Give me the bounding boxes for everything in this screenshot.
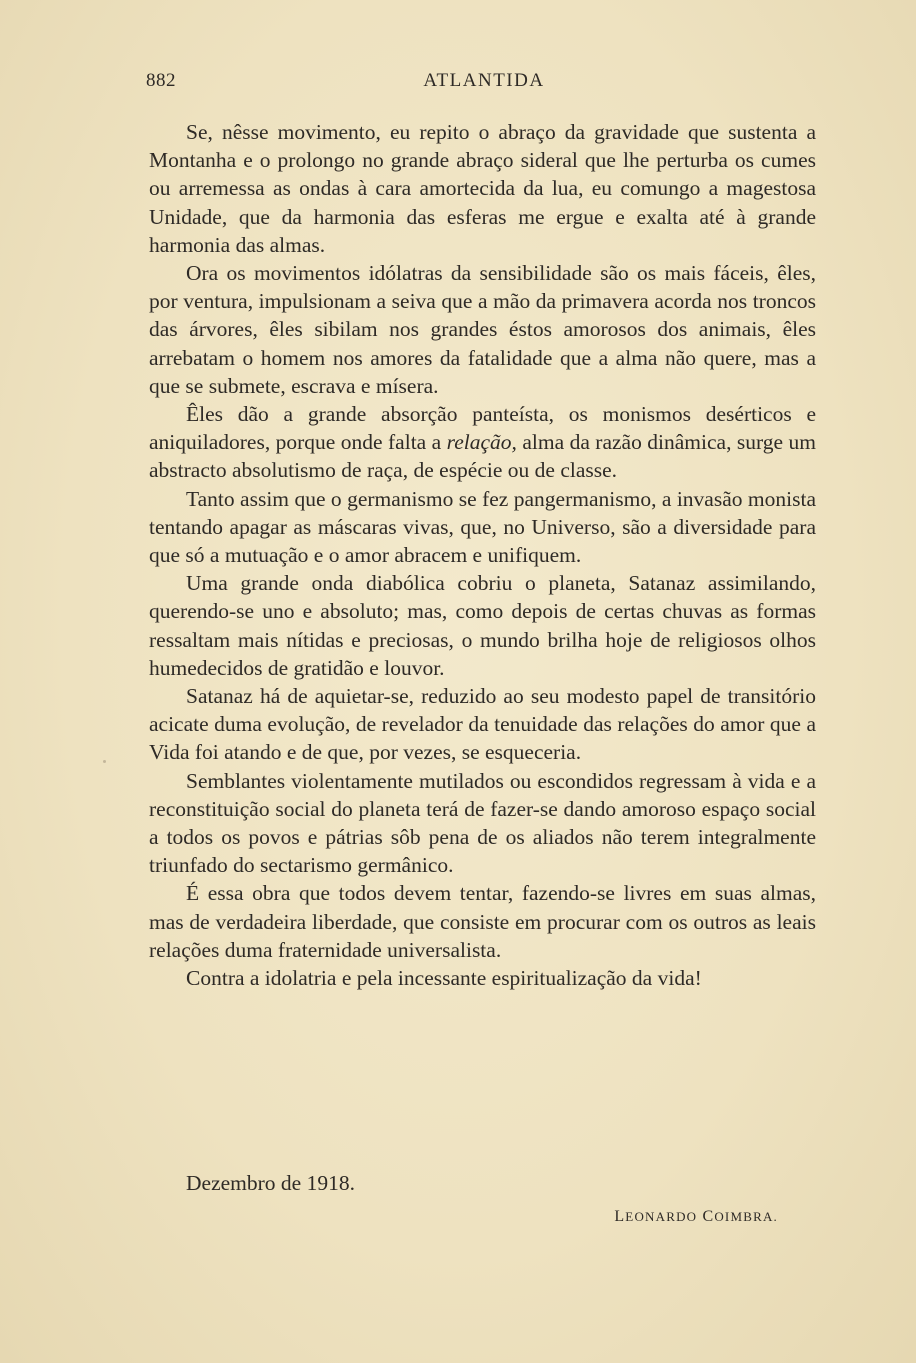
paper-speck bbox=[103, 760, 106, 763]
signature-first-rest: EONARDO bbox=[625, 1209, 698, 1224]
page-number: 882 bbox=[146, 70, 176, 91]
paragraph-3 bbox=[149, 400, 816, 485]
paragraph-9: Contra a idolatria e pela incessante espiritualização da vida! bbox=[186, 966, 702, 991]
paragraph-3-end: alma da razão dinâmica, surge um abstracto absolutismo de raça, de espécie ou de classe. bbox=[149, 430, 816, 483]
paragraph-8: É essa obra que todos devem tentar, fazendo-se livres em suas almas, mas de verdadeira liberdade, que consiste em procurar com os outros as leais relações duma fraternidade universalista. bbox=[149, 881, 816, 962]
paragraph-1: Se, nêsse movimento, eu repito o abraço da gravidade que sustenta a Montanha e o prolongo no grande abraço sideral que lhe perturba os cumes ou arremessa as ondas à cara amortecida da lua, eu comungo a magestosa Unidade, que da harmonia das esferas me ergue e exalta até à grande harmonia das almas. bbox=[149, 120, 816, 257]
italic-term: relação, bbox=[446, 430, 517, 455]
paragraph-4: Tanto assim que o germanismo se fez pangermanismo, a invasão monista tentando apagar as máscaras vivas, que, no Universo, são a diversidade para que só a mutuação e o amor abracem e unifiquem. bbox=[149, 486, 816, 568]
paragraph-6: Satanaz há de aquietar-se, reduzido ao seu modesto papel de transitório acicate duma evolução, de revelador da tenuidade das relações do amor que a Vida foi atando e de que, por vezes, se esqueceria. bbox=[149, 684, 816, 765]
paragraph-3-start: Êles dão a grande absorção panteísta, os monismos desérticos e aniquiladores, porque onde falta a bbox=[149, 402, 816, 455]
page-header bbox=[146, 70, 822, 96]
signature-last-rest: OIMBRA. bbox=[714, 1209, 778, 1224]
author-signature bbox=[614, 1208, 778, 1226]
running-title: ATLANTIDA bbox=[423, 70, 545, 91]
signature-initial-first: L bbox=[614, 1208, 626, 1225]
article-body bbox=[149, 118, 816, 992]
paragraph-5: Uma grande onda diabólica cobriu o planeta, Satanaz assimilando, querendo-se uno e absoluto; mas, como depois de certas chuvas as formas ressaltam mais nítidas e preciosas, o mundo brilha hoje de religiosos olhos humedecidos de gratidão e louvor. bbox=[149, 571, 816, 680]
date-line: Dezembro de 1918. bbox=[186, 1171, 355, 1195]
paragraph-2: Ora os movimentos idólatras da sensibilidade são os mais fáceis, êles, por ventura, impulsionam a seiva que a mão da primavera acorda nos troncos das árvores, êles sibilam nos grandes éstos amorosos dos animais, êles arrebatam o homem nos amores da fatalidade que a alma não quere, mas a que se submete, escrava e mísera. bbox=[149, 261, 816, 398]
signature-initial-last: C bbox=[702, 1208, 715, 1225]
paragraph-7: Semblantes violentamente mutilados ou escondidos regressam à vida e a reconstituição social do planeta terá de fazer-se dando amoroso espaço social a todos os povos e pátrias sôb pena de os aliados não terem integralmente triunfado do sectarismo germânico. bbox=[149, 768, 816, 878]
